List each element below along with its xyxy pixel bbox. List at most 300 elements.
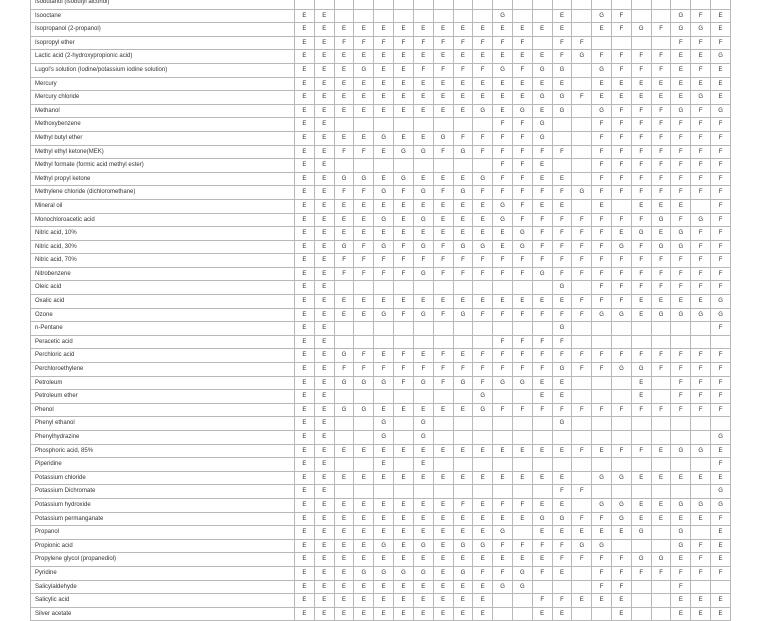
rating-cell: G <box>671 539 691 553</box>
table-row <box>31 63 731 77</box>
rating-cell: E <box>532 390 552 404</box>
rating-cell: F <box>433 308 453 322</box>
rating-cell: E <box>651 91 671 105</box>
rating-cell: F <box>334 186 354 200</box>
rating-cell: G <box>651 308 671 322</box>
table-row <box>31 213 731 227</box>
rating-cell: F <box>612 444 632 458</box>
rating-cell <box>394 0 414 9</box>
rating-cell: F <box>394 240 414 254</box>
rating-cell: F <box>631 240 651 254</box>
rating-cell <box>334 159 354 173</box>
rating-cell: E <box>592 23 612 37</box>
rating-cell: G <box>711 50 731 64</box>
table-row <box>31 23 731 37</box>
table-row <box>31 322 731 336</box>
rating-cell <box>433 0 453 9</box>
rating-cell: G <box>374 240 394 254</box>
rating-cell: E <box>334 580 354 594</box>
rating-cell: F <box>532 227 552 241</box>
rating-cell <box>512 485 532 499</box>
rating-cell <box>334 431 354 445</box>
rating-cell: G <box>612 498 632 512</box>
rating-cell: E <box>671 553 691 567</box>
rating-cell: G <box>493 213 513 227</box>
rating-cell: E <box>354 295 374 309</box>
rating-cell: E <box>453 607 473 621</box>
rating-cell: F <box>711 363 731 377</box>
rating-cell <box>354 431 374 445</box>
rating-cell: F <box>512 267 532 281</box>
chemical-name: Isopropyl ether <box>31 36 295 50</box>
table-row <box>31 458 731 472</box>
rating-cell <box>631 9 651 23</box>
rating-cell: E <box>314 607 334 621</box>
chemical-name: Nitric acid, 70% <box>31 254 295 268</box>
rating-cell: F <box>572 349 592 363</box>
rating-cell: E <box>295 498 315 512</box>
chemical-name: Nitric acid, 10% <box>31 227 295 241</box>
rating-cell: E <box>374 50 394 64</box>
rating-cell: G <box>711 485 731 499</box>
rating-cell: E <box>374 77 394 91</box>
rating-cell: F <box>433 186 453 200</box>
rating-cell: G <box>413 308 433 322</box>
rating-cell <box>612 458 632 472</box>
rating-cell <box>394 335 414 349</box>
rating-cell <box>651 390 671 404</box>
rating-cell: E <box>295 267 315 281</box>
rating-cell: G <box>334 349 354 363</box>
rating-cell: F <box>691 227 711 241</box>
rating-cell <box>493 594 513 608</box>
rating-cell: F <box>334 267 354 281</box>
rating-cell: F <box>691 349 711 363</box>
rating-cell: E <box>314 403 334 417</box>
rating-cell: F <box>592 267 612 281</box>
rating-cell <box>671 322 691 336</box>
rating-cell: E <box>295 485 315 499</box>
chemical-name: Methanol <box>31 104 295 118</box>
rating-cell: F <box>552 267 572 281</box>
rating-cell: E <box>295 227 315 241</box>
rating-cell: G <box>671 498 691 512</box>
rating-cell: F <box>691 553 711 567</box>
rating-cell <box>612 485 632 499</box>
rating-cell: E <box>453 77 473 91</box>
rating-cell <box>453 9 473 23</box>
rating-cell: E <box>314 498 334 512</box>
rating-cell: G <box>413 240 433 254</box>
rating-cell <box>572 566 592 580</box>
rating-cell: E <box>354 498 374 512</box>
rating-cell <box>631 485 651 499</box>
rating-cell <box>592 0 612 9</box>
rating-cell: E <box>433 471 453 485</box>
rating-cell: E <box>295 131 315 145</box>
rating-cell: G <box>592 104 612 118</box>
rating-cell: E <box>691 594 711 608</box>
rating-cell: G <box>671 104 691 118</box>
rating-cell <box>374 335 394 349</box>
rating-cell: F <box>651 254 671 268</box>
rating-cell: F <box>651 131 671 145</box>
rating-cell <box>354 322 374 336</box>
chemical-resistance-table <box>30 0 731 621</box>
rating-cell: E <box>295 254 315 268</box>
rating-cell: E <box>374 458 394 472</box>
rating-cell: E <box>532 77 552 91</box>
chemical-name: Potassium permanganate <box>31 512 295 526</box>
rating-cell: G <box>651 213 671 227</box>
rating-cell <box>334 485 354 499</box>
rating-cell <box>671 458 691 472</box>
table-row <box>31 308 731 322</box>
rating-cell: F <box>612 186 632 200</box>
rating-cell: E <box>631 498 651 512</box>
rating-cell: F <box>532 349 552 363</box>
rating-cell: G <box>572 186 592 200</box>
rating-cell: E <box>552 172 572 186</box>
rating-cell: E <box>473 227 493 241</box>
rating-cell <box>433 159 453 173</box>
rating-cell: F <box>631 403 651 417</box>
rating-cell: E <box>314 526 334 540</box>
rating-cell: E <box>413 23 433 37</box>
rating-cell: E <box>295 349 315 363</box>
rating-cell: E <box>354 471 374 485</box>
rating-cell: F <box>572 267 592 281</box>
rating-cell: G <box>473 172 493 186</box>
rating-cell: F <box>612 580 632 594</box>
rating-cell: F <box>612 254 632 268</box>
rating-cell: F <box>512 539 532 553</box>
rating-cell: E <box>453 471 473 485</box>
rating-cell: G <box>334 376 354 390</box>
rating-cell: G <box>374 566 394 580</box>
rating-cell <box>473 159 493 173</box>
rating-cell: E <box>671 50 691 64</box>
rating-cell: F <box>473 63 493 77</box>
rating-cell: E <box>413 471 433 485</box>
rating-cell: E <box>671 63 691 77</box>
rating-cell: F <box>532 213 552 227</box>
rating-cell: E <box>711 594 731 608</box>
rating-cell: G <box>572 50 592 64</box>
rating-cell: E <box>295 566 315 580</box>
rating-cell: E <box>532 607 552 621</box>
rating-cell <box>453 485 473 499</box>
rating-cell: G <box>671 23 691 37</box>
rating-cell: F <box>631 566 651 580</box>
rating-cell <box>453 417 473 431</box>
rating-cell <box>374 159 394 173</box>
rating-cell: G <box>473 390 493 404</box>
rating-cell <box>433 417 453 431</box>
rating-cell <box>651 417 671 431</box>
rating-cell: E <box>493 471 513 485</box>
rating-cell <box>374 118 394 132</box>
rating-cell <box>572 0 592 9</box>
rating-cell: F <box>512 308 532 322</box>
rating-cell: F <box>711 227 731 241</box>
table-row <box>31 186 731 200</box>
rating-cell <box>532 485 552 499</box>
rating-cell: F <box>473 376 493 390</box>
rating-cell: F <box>493 403 513 417</box>
rating-cell: E <box>374 199 394 213</box>
rating-cell: E <box>314 199 334 213</box>
rating-cell <box>631 458 651 472</box>
rating-cell: F <box>592 227 612 241</box>
rating-cell: F <box>512 254 532 268</box>
rating-cell: E <box>711 526 731 540</box>
rating-cell: E <box>473 91 493 105</box>
rating-cell <box>612 376 632 390</box>
rating-cell: F <box>572 444 592 458</box>
rating-cell <box>612 0 632 9</box>
rating-cell: F <box>711 213 731 227</box>
rating-cell <box>512 9 532 23</box>
rating-cell: E <box>394 50 414 64</box>
table-row <box>31 91 731 105</box>
rating-cell <box>453 335 473 349</box>
rating-cell: F <box>651 104 671 118</box>
rating-cell: E <box>394 471 414 485</box>
rating-cell: E <box>354 50 374 64</box>
rating-cell: E <box>374 23 394 37</box>
rating-cell <box>631 0 651 9</box>
rating-cell: E <box>314 172 334 186</box>
rating-cell: E <box>314 444 334 458</box>
rating-cell: F <box>691 390 711 404</box>
table-row <box>31 485 731 499</box>
rating-cell: G <box>354 172 374 186</box>
rating-cell: E <box>651 77 671 91</box>
rating-cell <box>552 131 572 145</box>
rating-cell: E <box>433 199 453 213</box>
rating-cell: E <box>473 444 493 458</box>
rating-cell: F <box>473 145 493 159</box>
rating-cell: E <box>433 512 453 526</box>
chemical-name: Phenyl ethanol <box>31 417 295 431</box>
rating-cell: E <box>473 77 493 91</box>
rating-cell: E <box>493 553 513 567</box>
rating-cell: F <box>671 254 691 268</box>
rating-cell: G <box>711 295 731 309</box>
rating-cell: E <box>374 295 394 309</box>
rating-cell: F <box>651 172 671 186</box>
rating-cell: E <box>374 145 394 159</box>
rating-cell: E <box>394 131 414 145</box>
rating-cell: E <box>374 91 394 105</box>
chemical-name: Lugol's solution (Iodine/potassium iodine solution) <box>31 63 295 77</box>
rating-cell: F <box>512 118 532 132</box>
chemical-name: Potassium Dichromate <box>31 485 295 499</box>
rating-cell: F <box>592 240 612 254</box>
chemical-name: Perchloric acid <box>31 349 295 363</box>
rating-cell: F <box>354 363 374 377</box>
rating-cell <box>552 458 572 472</box>
rating-cell <box>691 526 711 540</box>
rating-cell: G <box>532 118 552 132</box>
rating-cell: E <box>512 295 532 309</box>
rating-cell: F <box>354 267 374 281</box>
rating-cell: G <box>592 498 612 512</box>
rating-cell <box>512 594 532 608</box>
rating-cell: G <box>374 131 394 145</box>
rating-cell: E <box>314 131 334 145</box>
rating-cell <box>671 0 691 9</box>
rating-cell: F <box>572 91 592 105</box>
table-row <box>31 607 731 621</box>
rating-cell: E <box>314 23 334 37</box>
rating-cell <box>433 335 453 349</box>
rating-cell <box>612 390 632 404</box>
rating-cell <box>532 458 552 472</box>
rating-cell: E <box>295 172 315 186</box>
rating-cell: E <box>334 308 354 322</box>
rating-cell: E <box>711 553 731 567</box>
rating-cell: F <box>631 444 651 458</box>
rating-cell: E <box>314 77 334 91</box>
rating-cell: E <box>671 607 691 621</box>
rating-cell: G <box>394 566 414 580</box>
rating-cell <box>651 607 671 621</box>
rating-cell <box>473 417 493 431</box>
rating-cell: E <box>473 23 493 37</box>
rating-cell <box>552 118 572 132</box>
rating-cell: E <box>671 295 691 309</box>
rating-cell: F <box>671 145 691 159</box>
rating-cell: F <box>631 213 651 227</box>
rating-cell: F <box>473 254 493 268</box>
chemical-name: Peracetic acid <box>31 335 295 349</box>
rating-cell: E <box>433 580 453 594</box>
rating-cell <box>334 390 354 404</box>
rating-cell <box>691 0 711 9</box>
rating-cell: E <box>394 77 414 91</box>
rating-cell: E <box>314 9 334 23</box>
rating-cell: E <box>651 471 671 485</box>
rating-cell: G <box>592 539 612 553</box>
rating-cell: F <box>552 227 572 241</box>
rating-cell: F <box>711 390 731 404</box>
table-row <box>31 498 731 512</box>
rating-cell <box>572 104 592 118</box>
rating-cell: G <box>671 526 691 540</box>
table-row <box>31 390 731 404</box>
chemical-name: Mercury chloride <box>31 91 295 105</box>
rating-cell: E <box>493 104 513 118</box>
rating-cell: E <box>295 458 315 472</box>
rating-cell: F <box>512 172 532 186</box>
rating-cell: G <box>374 376 394 390</box>
rating-cell: F <box>552 335 572 349</box>
rating-cell <box>631 594 651 608</box>
rating-cell: E <box>295 281 315 295</box>
rating-cell: E <box>592 594 612 608</box>
rating-cell: F <box>711 267 731 281</box>
rating-cell: E <box>512 23 532 37</box>
rating-cell: E <box>552 471 572 485</box>
rating-cell <box>394 485 414 499</box>
rating-cell: G <box>413 566 433 580</box>
rating-cell: E <box>295 553 315 567</box>
rating-cell: F <box>691 403 711 417</box>
rating-cell: E <box>354 553 374 567</box>
rating-cell: F <box>433 349 453 363</box>
rating-cell: E <box>493 50 513 64</box>
rating-cell: E <box>711 471 731 485</box>
rating-cell: E <box>512 50 532 64</box>
rating-cell: F <box>394 36 414 50</box>
rating-cell: G <box>532 131 552 145</box>
rating-cell <box>671 431 691 445</box>
rating-cell: E <box>631 512 651 526</box>
rating-cell: F <box>453 63 473 77</box>
rating-cell: E <box>374 553 394 567</box>
rating-cell: G <box>552 512 572 526</box>
rating-cell: F <box>612 172 632 186</box>
rating-cell: F <box>512 498 532 512</box>
rating-cell: E <box>433 526 453 540</box>
rating-cell <box>433 390 453 404</box>
rating-cell: E <box>493 227 513 241</box>
rating-cell: F <box>592 363 612 377</box>
rating-cell: E <box>433 77 453 91</box>
rating-cell <box>572 431 592 445</box>
rating-cell <box>354 335 374 349</box>
rating-cell: E <box>691 512 711 526</box>
rating-cell: F <box>552 485 572 499</box>
rating-cell <box>572 580 592 594</box>
rating-cell: E <box>631 295 651 309</box>
rating-cell: E <box>453 553 473 567</box>
rating-cell: F <box>413 63 433 77</box>
rating-cell: E <box>453 91 473 105</box>
rating-cell: E <box>295 186 315 200</box>
rating-cell: E <box>314 349 334 363</box>
rating-cell: F <box>651 186 671 200</box>
rating-cell <box>691 199 711 213</box>
rating-cell: E <box>671 91 691 105</box>
table-row <box>31 227 731 241</box>
rating-cell <box>512 458 532 472</box>
rating-cell <box>394 390 414 404</box>
rating-cell: F <box>711 281 731 295</box>
rating-cell: E <box>453 512 473 526</box>
rating-cell: E <box>354 227 374 241</box>
rating-cell: E <box>433 566 453 580</box>
rating-cell: F <box>532 403 552 417</box>
rating-cell: F <box>572 308 592 322</box>
rating-cell <box>493 390 513 404</box>
rating-cell: E <box>413 199 433 213</box>
rating-cell: G <box>671 444 691 458</box>
rating-cell <box>374 9 394 23</box>
rating-cell <box>552 0 572 9</box>
rating-cell: F <box>512 186 532 200</box>
rating-cell: G <box>512 566 532 580</box>
rating-cell: E <box>295 607 315 621</box>
rating-cell: F <box>552 539 572 553</box>
rating-cell: G <box>552 63 572 77</box>
rating-cell: E <box>314 512 334 526</box>
rating-cell: E <box>394 607 414 621</box>
rating-cell: E <box>592 526 612 540</box>
rating-cell: E <box>631 91 651 105</box>
